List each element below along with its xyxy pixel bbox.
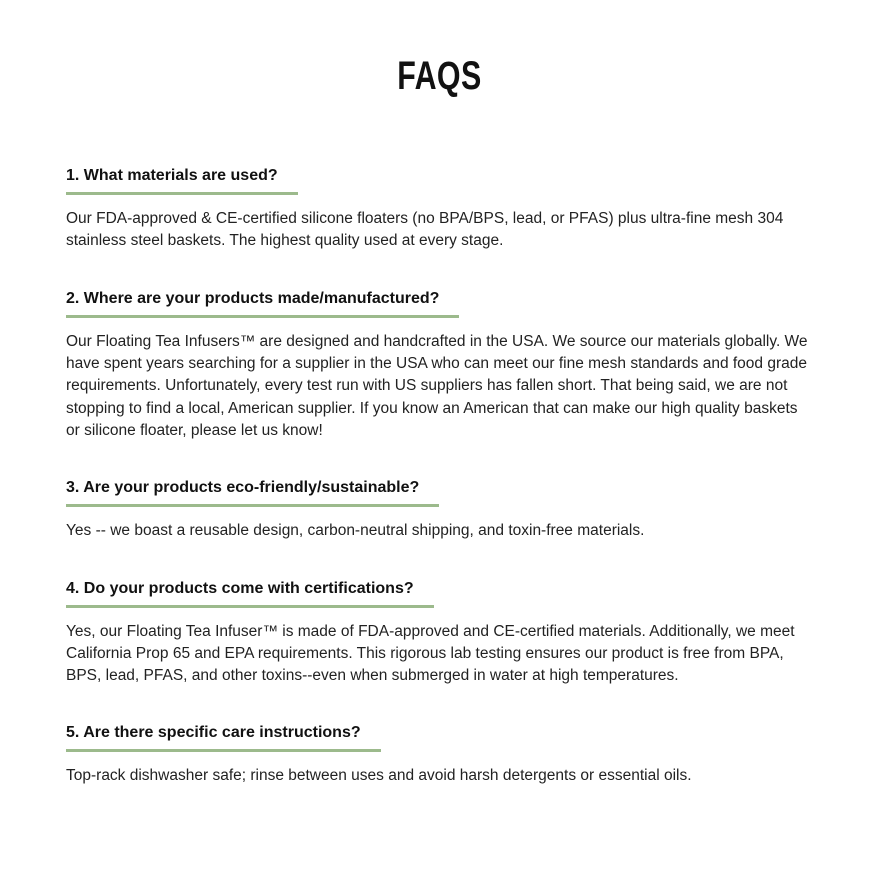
faq-question-4: 4. Do your products come with certifications? bbox=[66, 579, 434, 608]
faq-answer-4: Yes, our Floating Tea Infuser™ is made of FDA-approved and CE-certified materials. Additionally, we meet California Prop 65 and EPA requirements. This rigorous lab testing ensures our product is free from BPA, BPS, lead, PFAS, and other toxins--even when submerged in water at high temperatures. bbox=[66, 622, 795, 685]
faq-item-4 bbox=[66, 579, 812, 688]
faq-question-3: 3. Are your products eco-friendly/sustainable? bbox=[66, 478, 439, 507]
faq-answer-2: Our Floating Tea Infusers™ are designed and handcrafted in the USA. We source our materials globally. We have spent years searching for a supplier in the USA who can meet our fine mesh standards and food grade requirements. Unfortunately, every test run with US suppliers has fallen short. That being said, we are not stopping to find a local, American supplier. If you know an American that can make our high quality baskets or silicone floater, please let us know! bbox=[66, 332, 808, 439]
faq-item-1 bbox=[66, 166, 812, 253]
faq-question-2: 2. Where are your products made/manufactured? bbox=[66, 289, 459, 318]
faq-question-5: 5. Are there specific care instructions? bbox=[66, 723, 381, 752]
faq-answer-5: Top-rack dishwasher safe; rinse between uses and avoid harsh detergents or essential oils. bbox=[66, 767, 692, 785]
page-header bbox=[0, 54, 878, 100]
faq-list bbox=[66, 166, 812, 788]
faq-question-1: 1. What materials are used? bbox=[66, 166, 298, 195]
faq-answer-3: Yes -- we boast a reusable design, carbon-neutral shipping, and toxin-free materials. bbox=[66, 522, 645, 540]
page-title: FAQS bbox=[396, 54, 482, 98]
faq-item-2 bbox=[66, 289, 812, 443]
faq-item-3 bbox=[66, 478, 812, 542]
faq-answer-1: Our FDA-approved & CE-certified silicone floaters (no BPA/BPS, lead, or PFAS) plus ultra-fine mesh 304 stainless steel baskets. The highest quality used at every stage. bbox=[66, 210, 784, 250]
faq-item-5 bbox=[66, 723, 812, 787]
